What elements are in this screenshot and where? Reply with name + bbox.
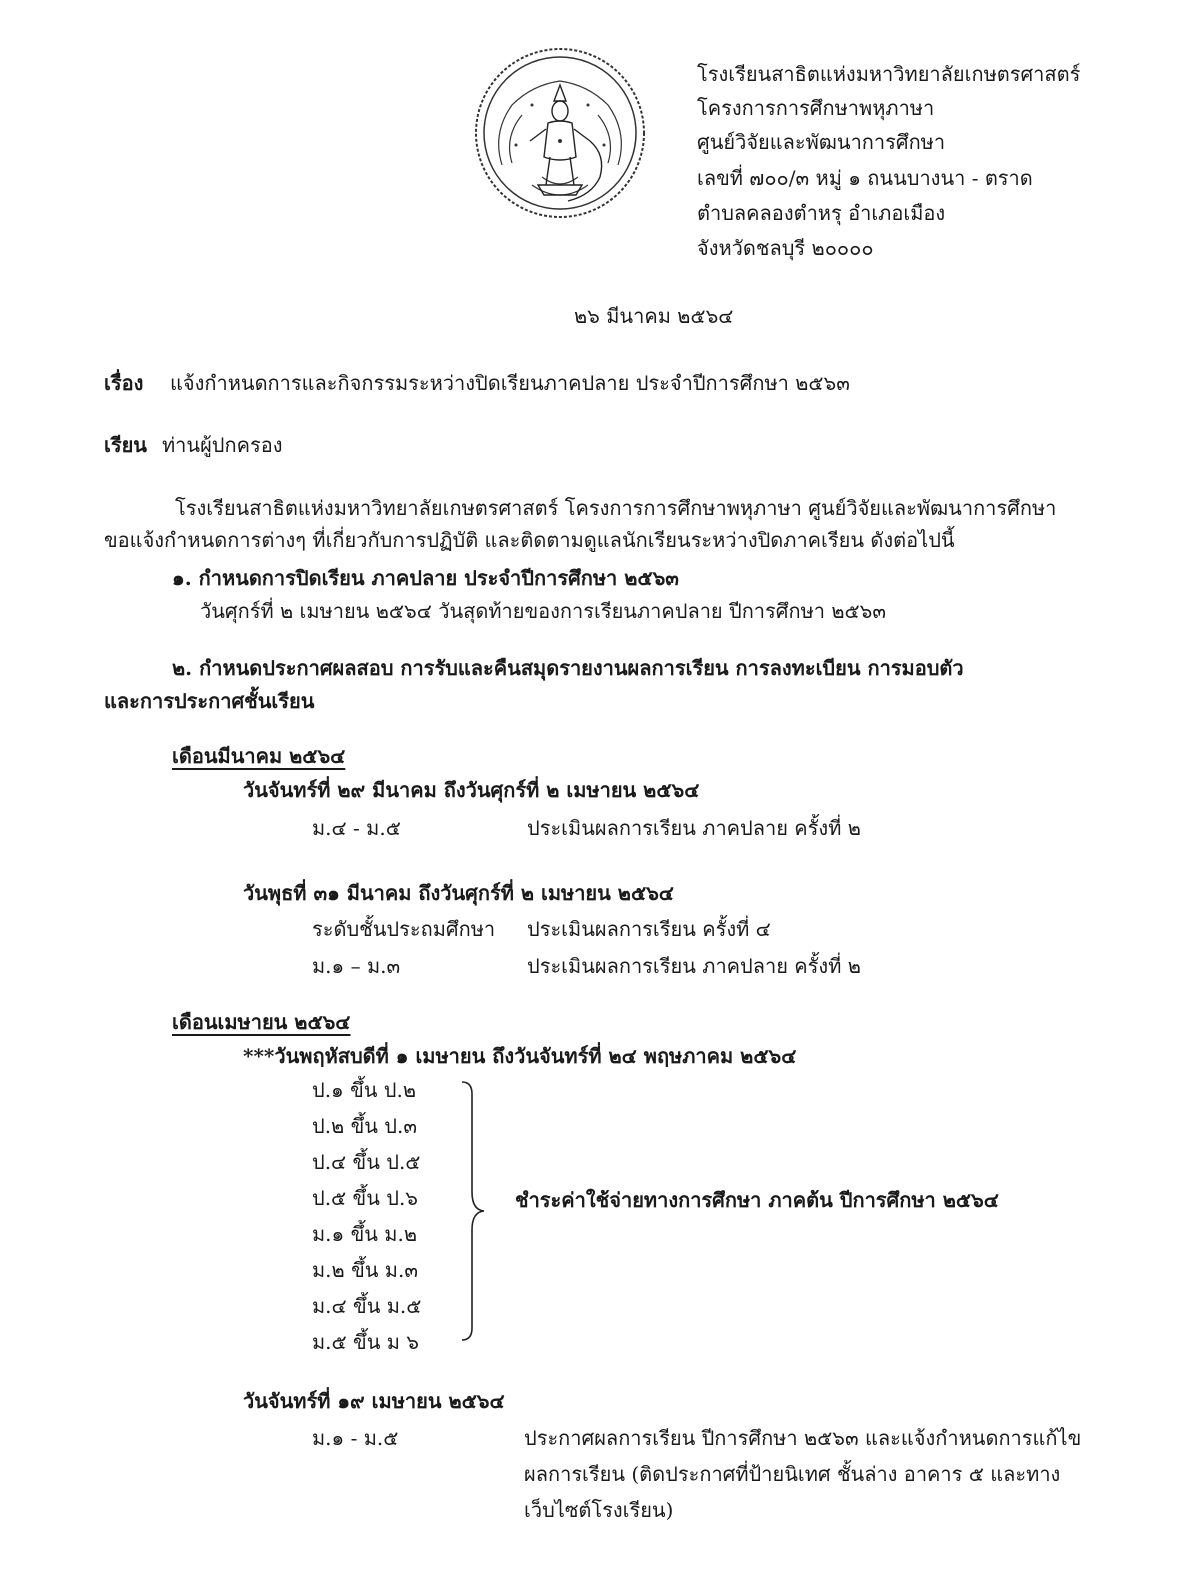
subject-text: แจ้งกำหนดการและกิจกรรมระหว่างปิดเรียนภาคปลาย ประจำปีการศึกษา ๒๕๖๓	[170, 371, 850, 395]
right-brace-icon	[458, 1080, 488, 1342]
list-item: ป.๕ ขึ้น ป.๖	[312, 1186, 418, 1210]
april-block-1-note: ชำระค่าใช้จ่ายทางการศึกษา ภาคต้น ปีการศึกษา ๒๕๖๔	[515, 1188, 999, 1212]
address-line-2: ตำบลคลองตำหรุ อำเภอเมือง	[697, 201, 946, 225]
letter-date: ๒๖ มีนาคม ๒๕๖๔	[574, 304, 734, 328]
april-block-2-level: ม.๑ - ม.๕	[312, 1426, 399, 1450]
march-block-2-desc-2: ประเมินผลการเรียน ภาคปลาย ครั้งที่ ๒	[527, 954, 861, 978]
april-level-list	[312, 1072, 421, 1360]
march-block-2-date: วันพุธที่ ๓๑ มีนาคม ถึงวันศุกร์ที่ ๒ เมษายน ๒๕๖๔	[243, 881, 674, 905]
item-1-detail: วันศุกร์ที่ ๒ เมษายน ๒๕๖๔ วันสุดท้ายของการเรียนภาคปลาย ปีการศึกษา ๒๕๖๓	[200, 599, 887, 623]
april-block-2-date: วันจันทร์ที่ ๑๙ เมษายน ๒๕๖๔	[243, 1389, 505, 1413]
list-item: ป.๑ ขึ้น ป.๒	[312, 1078, 417, 1102]
month-label-march: เดือนมีนาคม ๒๕๖๔	[172, 744, 346, 768]
list-item: ป.๔ ขึ้น ป.๕	[312, 1150, 421, 1174]
list-item: ม.๑ ขึ้น ม.๒	[312, 1222, 418, 1246]
april-block-2-desc-line-3: เว็บไซต์โรงเรียน)	[524, 1498, 674, 1522]
march-block-1-level: ม.๔ - ม.๕	[312, 816, 401, 840]
list-item: ม.๔ ขึ้น ม.๕	[312, 1294, 422, 1318]
april-block-2-desc-line-2: ผลการเรียน (ติดประกาศที่ป้ายนิเทศ ชั้นล่าง อาคาร ๕ และทาง	[524, 1462, 1061, 1486]
subject-label: เรื่อง	[104, 371, 144, 395]
march-block-1-date: วันจันทร์ที่ ๒๙ มีนาคม ถึงวันศุกร์ที่ ๒ เมษายน ๒๕๖๔	[243, 778, 700, 802]
item-2-heading-line-1: ๒. กำหนดประกาศผลสอบ การรับและคืนสมุดรายงานผลการเรียน การลงทะเบียน การมอบตัว	[172, 656, 964, 680]
march-block-2-level-2: ม.๑ – ม.๓	[312, 954, 401, 978]
center-name: ศูนย์วิจัยและพัฒนาการศึกษา	[697, 130, 946, 154]
recipient-label: เรียน	[104, 433, 147, 457]
recipient-text: ท่านผู้ปกครอง	[162, 433, 283, 457]
address-line-3: จังหวัดชลบุรี ๒๐๐๐๐	[697, 236, 874, 260]
intro-line-1: โรงเรียนสาธิตแห่งมหาวิทยาลัยเกษตรศาสตร์ โครงการการศึกษาพหุภาษา ศูนย์วิจัยและพัฒนาการศึกษา	[175, 496, 1057, 520]
item-1-heading: ๑. กำหนดการปิดเรียน ภาคปลาย ประจำปีการศึกษา ๒๕๖๓	[172, 566, 679, 590]
school-seal-emblem	[472, 45, 648, 221]
march-block-1-desc: ประเมินผลการเรียน ภาคปลาย ครั้งที่ ๒	[527, 816, 861, 840]
march-block-2-level-1: ระดับชั้นประถมศึกษา	[312, 917, 496, 941]
school-name: โรงเรียนสาธิตแห่งมหาวิทยาลัยเกษตรศาสตร์	[697, 62, 1081, 86]
address-line-1: เลขที่ ๗๐๐/๓ หมู่ ๑ ถนนบางนา - ตราด	[697, 166, 1033, 190]
april-block-1-date: ***วันพฤหัสบดีที่ ๑ เมษายน ถึงวันจันทร์ที่ ๒๔ พฤษภาคม ๒๕๖๔	[243, 1044, 797, 1068]
intro-line-2: ขอแจ้งกำหนดการต่างๆ ที่เกี่ยวกับการปฏิบัติ และติดตามดูแลนักเรียนระหว่างปิดภาคเรียน ดังต่อไปนี้	[104, 528, 955, 552]
list-item: ม.๕ ขึ้น ม ๖	[312, 1330, 419, 1354]
program-name: โครงการการศึกษาพหุภาษา	[697, 96, 935, 120]
list-item: ป.๒ ขึ้น ป.๓	[312, 1114, 418, 1138]
april-block-2-desc-line-1: ประกาศผลการเรียน ปีการศึกษา ๒๕๖๓ และแจ้งกำหนดการแก้ไข	[524, 1426, 1082, 1450]
march-block-2-desc-1: ประเมินผลการเรียน ครั้งที่ ๔	[527, 917, 771, 941]
month-label-april: เดือนเมษายน ๒๕๖๔	[172, 1010, 351, 1034]
list-item: ม.๒ ขึ้น ม.๓	[312, 1258, 418, 1282]
item-2-heading-line-2: และการประกาศชั้นเรียน	[104, 689, 315, 713]
